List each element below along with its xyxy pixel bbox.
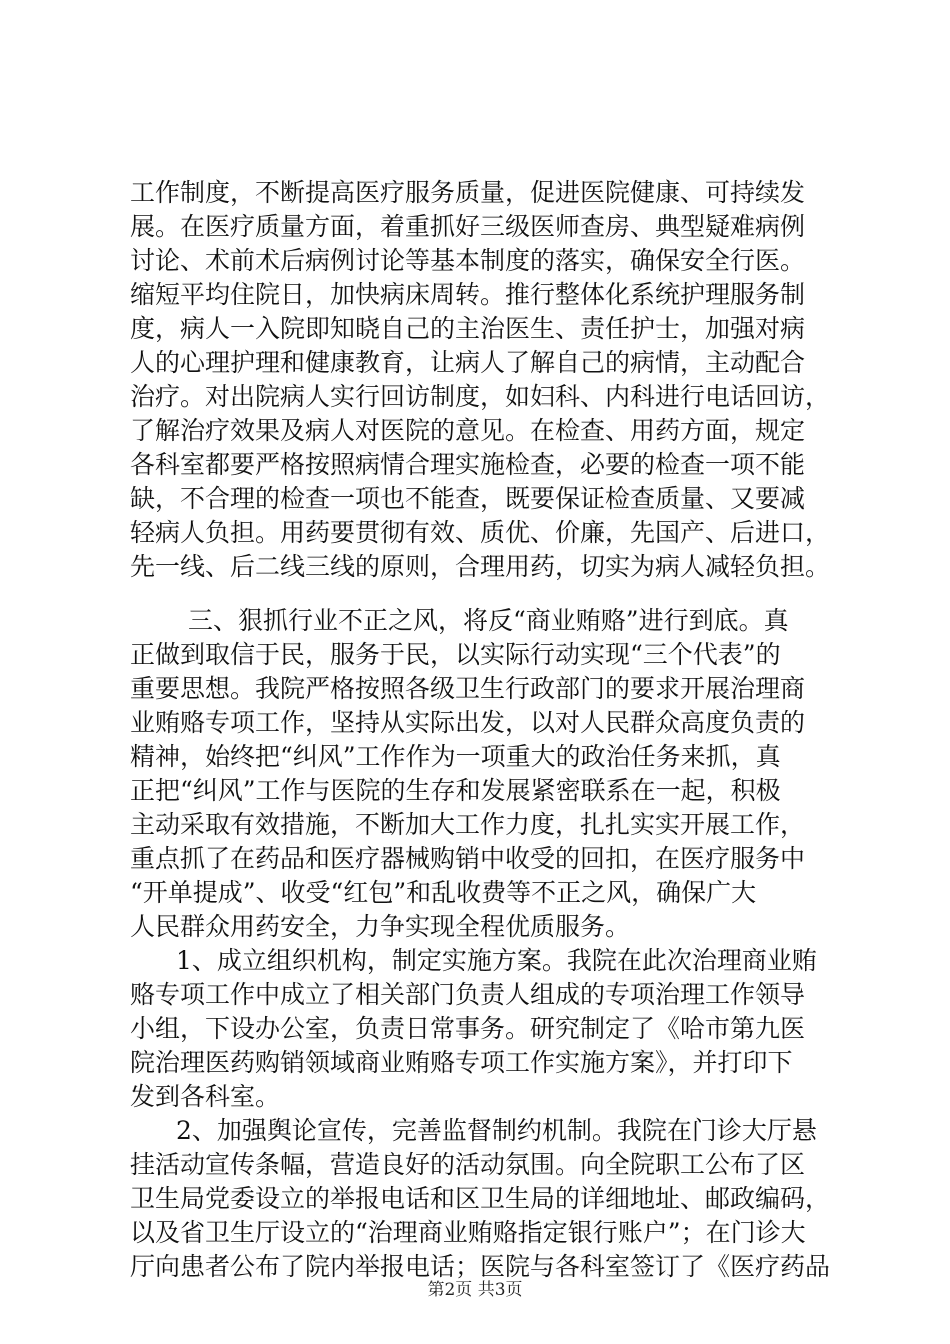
- text-line: 2、加强舆论宣传，完善监督制约机制。我院在门诊大厅悬: [176, 1116, 817, 1145]
- text-line: 缩短平均住院日，加快病床周转。推行整体化系统护理服务制: [130, 280, 806, 309]
- text-line: 缺，不合理的检查一项也不能查，既要保证检查质量、又要减: [130, 484, 806, 513]
- text-line: 厅向患者公布了院内举报电话；医院与各科室签订了《医疗药品: [130, 1252, 831, 1281]
- text-line: “开单提成”、收受“红包”和乱收费等不正之风，确保广大: [130, 878, 757, 907]
- text-line: 正把“纠风”工作与医院的生存和发展紧密联系在一起，积极: [130, 776, 781, 805]
- text-line: 人民群众用药安全，力争实现全程优质服务。: [130, 912, 631, 941]
- text-line: 发到各科室。: [130, 1082, 281, 1111]
- text-line: 精神，始终把“纠风”工作作为一项重大的政治任务来抓，真: [130, 742, 781, 771]
- text-line: 重点抓了在药品和医疗器械购销中收受的回扣，在医疗服务中: [130, 844, 806, 873]
- text-line: 业贿赂专项工作，坚持从实际出发，以对人民群众高度负责的: [130, 708, 806, 737]
- text-line: 展。在医疗质量方面，着重抓好三级医师查房、典型疑难病例: [130, 212, 806, 241]
- page-number-footer: 第2页 共3页: [427, 1280, 523, 1300]
- text-line: 工作制度，不断提高医疗服务质量，促进医院健康、可持续发: [130, 178, 806, 207]
- text-line: 轻病人负担。用药要贯彻有效、质优、价廉，先国产、后进口，: [130, 518, 831, 547]
- text-line: 卫生局党委设立的举报电话和区卫生局的详细地址、邮政编码，: [130, 1184, 831, 1213]
- text-line: 挂活动宣传条幅，营造良好的活动氛围。向全院职工公布了区: [130, 1150, 806, 1179]
- text-line: 各科室都要严格按照病情合理实施检查，必要的检查一项不能: [130, 450, 806, 479]
- text-line: 人的心理护理和健康教育，让病人了解自己的病情，主动配合: [130, 348, 806, 377]
- text-line: 主动采取有效措施，不断加大工作力度，扎扎实实开展工作，: [130, 810, 806, 839]
- text-line: 了解治疗效果及病人对医院的意见。在检查、用药方面，规定: [130, 416, 806, 445]
- text-line: 三、狠抓行业不正之风，将反“商业贿赂”进行到底。真: [188, 606, 789, 635]
- text-line: 以及省卫生厅设立的“治理商业贿赂指定银行账户”；在门诊大: [130, 1218, 806, 1247]
- text-line: 小组，下设办公室，负责日常事务。研究制定了《哈市第九医: [130, 1014, 806, 1043]
- text-line: 1、成立组织机构，制定实施方案。我院在此次治理商业贿: [176, 946, 817, 975]
- text-line: 重要思想。我院严格按照各级卫生行政部门的要求开展治理商: [130, 674, 806, 703]
- text-line: 治疗。对出院病人实行回访制度，如妇科、内科进行电话回访，: [130, 382, 831, 411]
- text-line: 院治理医药购销领域商业贿赂专项工作实施方案》，并打印下: [130, 1048, 793, 1077]
- text-line: 先一线、后二线三线的原则，合理用药，切实为病人减轻负担。: [130, 552, 831, 581]
- text-line: 正做到取信于民，服务于民，以实际行动实现“三个代表”的: [130, 640, 781, 669]
- text-line: 讨论、术前术后病例讨论等基本制度的落实，确保安全行医。: [130, 246, 806, 275]
- text-line: 度，病人一入院即知晓自己的主治医生、责任护士，加强对病: [130, 314, 806, 343]
- text-line: 赂专项工作中成立了相关部门负责人组成的专项治理工作领导: [130, 980, 806, 1009]
